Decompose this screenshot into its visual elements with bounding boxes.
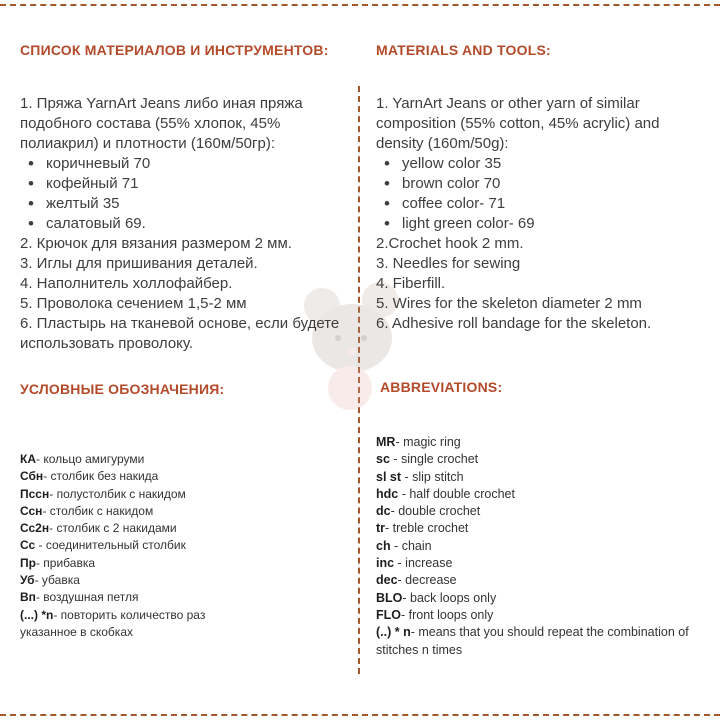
abbreviation-row: Сбн- столбик без накида (20, 469, 159, 484)
materials-heading-en: MATERIALS AND TOOLS: (376, 42, 551, 58)
list-item: • yellow color 35 (394, 154, 676, 174)
yarn-line-ru: 1. Пряжа YarnArt Jeans либо иная пряжа подобного состава (55% хлопок, 45% полиакрил) и плотности (160м/50гр): (20, 95, 303, 152)
abbreviation-row: Пр- прибавка (20, 555, 96, 570)
list-item: • салатовый 69. (38, 214, 340, 234)
materials-heading-ru: СПИСОК МАТЕРИАЛОВ И ИНСТРУМЕНТОВ: (20, 42, 329, 58)
yarn-line-en: 1. YarnArt Jeans or other yarn of similar composition (55% cotton, 45% acrylic) and density (160m/50g): (376, 95, 660, 152)
materials-list-ru (20, 94, 340, 354)
list-item: • коричневый 70 (38, 154, 340, 174)
abbreviation-row: hdc - half double crochet (376, 486, 515, 501)
abbreviation-row: Сс - соединительный столбик (20, 538, 186, 553)
abbreviation-row: (...) *n- повторить количество раз указанное в скобках (20, 607, 206, 639)
materials-list-en (376, 94, 676, 334)
abbreviation-row: BLO- back loops only (376, 590, 497, 605)
tool-item: 6. Adhesive roll bandage for the skeleton. (376, 315, 652, 332)
abbreviations-heading-en: ABBREVIATIONS: (380, 379, 503, 395)
abbreviation-row: dc- double crochet (376, 504, 481, 519)
abbreviation-list-ru (20, 451, 340, 641)
abbreviation-row: sc - single crochet (376, 452, 479, 467)
list-item: • light green color- 69 (394, 214, 676, 234)
list-item: • coffee color- 71 (394, 194, 676, 214)
abbreviation-row: Ссн- столбик с накидом (20, 503, 154, 518)
abbreviation-row: sl st - slip stitch (376, 469, 464, 484)
tool-item: 2. Крючок для вязания размером 2 мм. (20, 235, 292, 252)
abbreviation-row: Пссн- полустолбик с накидом (20, 486, 186, 501)
top-dashed-border (0, 4, 720, 6)
tool-item: 6. Пластырь на тканевой основе, если будете использовать проволоку. (20, 315, 340, 352)
abbreviation-row: MR- magic ring (376, 435, 461, 449)
tool-item: 3. Needles for sewing (376, 255, 521, 272)
abbreviation-row: (..) * n- means that you should repeat the combination of stitches n times (376, 625, 689, 657)
tool-item: 4. Наполнитель холлофайбер. (20, 275, 233, 292)
abbreviation-row: ch - chain (376, 538, 432, 553)
abbreviation-list-en (376, 434, 706, 659)
tool-item: 4. Fiberfill. (376, 275, 446, 292)
list-item: • кофейный 71 (38, 174, 340, 194)
abbreviation-row: КА- кольцо амигуруми (20, 452, 145, 466)
abbreviations-heading-ru: УСЛОВНЫЕ ОБОЗНАЧЕНИЯ: (20, 381, 225, 397)
abbreviation-row: dec- decrease (376, 573, 457, 588)
list-item: • brown color 70 (394, 174, 676, 194)
abbreviation-row: FLO- front loops only (376, 607, 494, 622)
tool-item: 5. Wires for the skeleton diameter 2 mm (376, 295, 642, 312)
color-list-en (376, 154, 676, 234)
abbreviation-row: inc - increase (376, 556, 453, 571)
abbreviation-row: Вп- воздушная петля (20, 590, 139, 605)
tool-item: 5. Проволока сечением 1,5-2 мм (20, 295, 247, 312)
color-list-ru (20, 154, 340, 234)
tool-item: 2.Crochet hook 2 mm. (376, 235, 524, 252)
abbreviation-row: Уб- убавка (20, 573, 80, 588)
list-item: • желтый 35 (38, 194, 340, 214)
abbreviation-row: Сс2н- столбик с 2 накидами (20, 521, 177, 536)
bottom-dashed-border (0, 714, 720, 716)
tool-item: 3. Иглы для пришивания деталей. (20, 255, 258, 272)
abbreviation-row: tr- treble crochet (376, 521, 469, 536)
